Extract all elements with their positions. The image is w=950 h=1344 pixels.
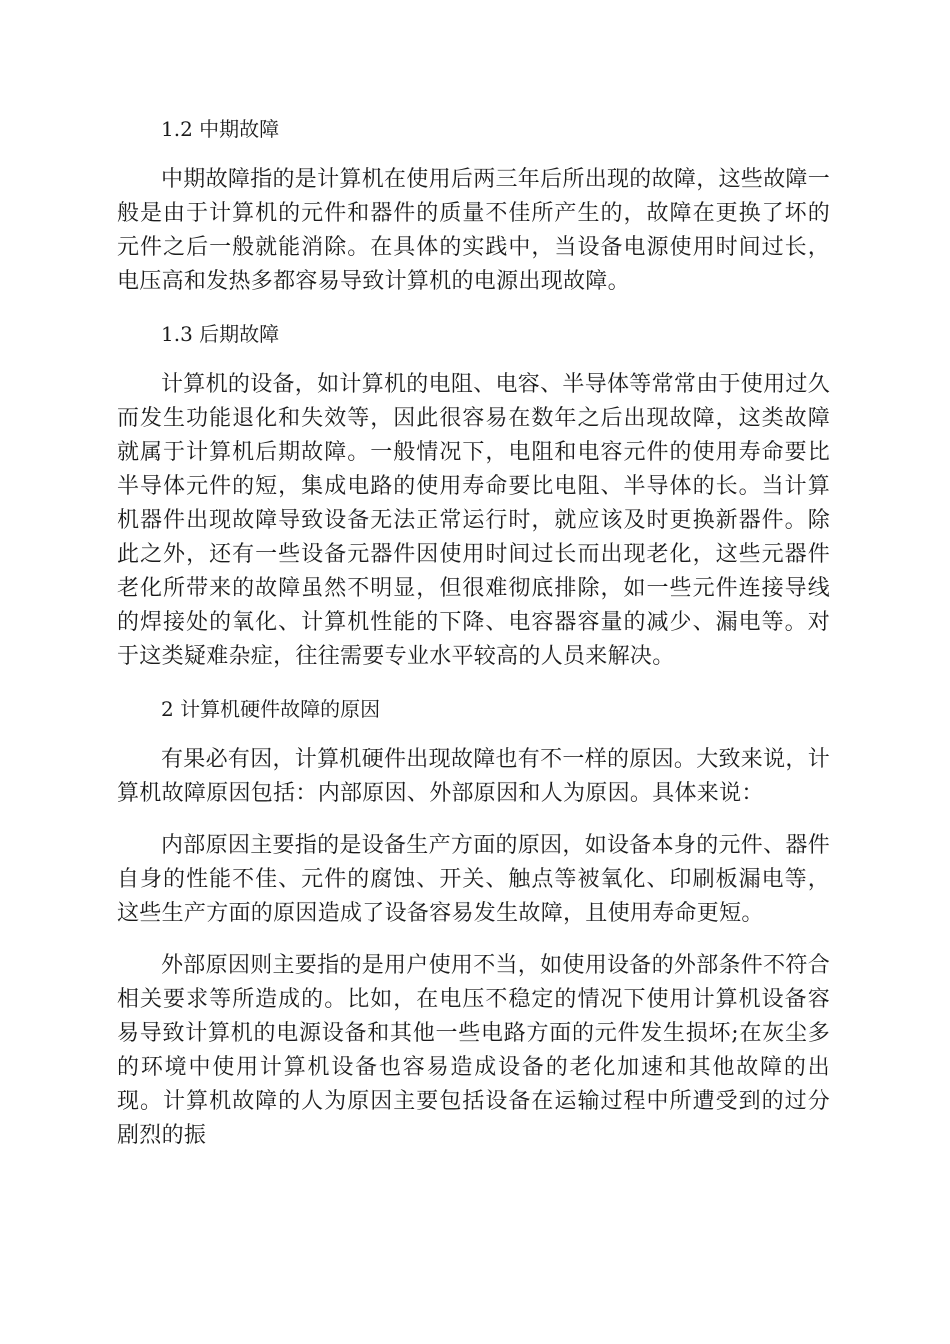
paragraph-external-causes: 外部原因则主要指的是用户使用不当，如使用设备的外部条件不符合相关要求等所造成的。比如，在电压不稳定的情况下使用计算机设备容易导致计算机的电源设备和其他一些电路方面的元件发生损坏;在灰尘多的环境中使用计算机设备也容易造成设备的老化加速和其他故障的出现。计算机故障的人为原因主要包括设备在运输过程中所遭受到的过分剧烈的振 <box>117 953 831 1148</box>
paragraph-fault-causes-intro: 有果必有因，计算机硬件出现故障也有不一样的原因。大致来说，计算机故障原因包括：内部原因、外部原因和人为原因。具体来说： <box>117 747 831 806</box>
paragraph-internal-causes: 内部原因主要指的是设备生产方面的原因，如设备本身的元件、器件自身的性能不佳、元件的腐蚀、开关、触点等被氧化、印刷板漏电等，这些生产方面的原因造成了设备容易发生故障，且使用寿命更短。 <box>117 833 831 926</box>
section-heading-1-2: 1.2 中期故障 <box>161 117 280 141</box>
section-heading-2: 2 计算机硬件故障的原因 <box>161 697 381 721</box>
paragraph-late-term-faults: 计算机的设备，如计算机的电阻、电容、半导体等常常由于使用过久而发生功能退化和失效等，因此很容易在数年之后出现故障，这类故障就属于计算机后期故障。一般情况下，电阻和电容元件的使用寿命要比半导体元件的短，集成电路的使用寿命要比电阻、半导体的长。当计算机器件出现故障导致设备无法正常运行时，就应该及时更换新器件。除此之外，还有一些设备元器件因使用时间过长而出现老化，这些元器件老化所带来的故障虽然不明显，但很难彻底排除，如一些元件连接导线的焊接处的氧化、计算机性能的下降、电容器容量的减少、漏电等。对于这类疑难杂症，往往需要专业水平较高的人员来解决。 <box>117 372 831 669</box>
document-page <box>117 112 830 1153</box>
paragraph-mid-term-faults: 中期故障指的是计算机在使用后两三年后所出现的故障，这些故障一般是由于计算机的元件和器件的质量不佳所产生的，故障在更换了坏的元件之后一般就能消除。在具体的实践中，当设备电源使用时间过长，电压高和发热多都容易导致计算机的电源出现故障。 <box>117 167 831 294</box>
section-heading-1-3: 1.3 后期故障 <box>161 322 280 346</box>
